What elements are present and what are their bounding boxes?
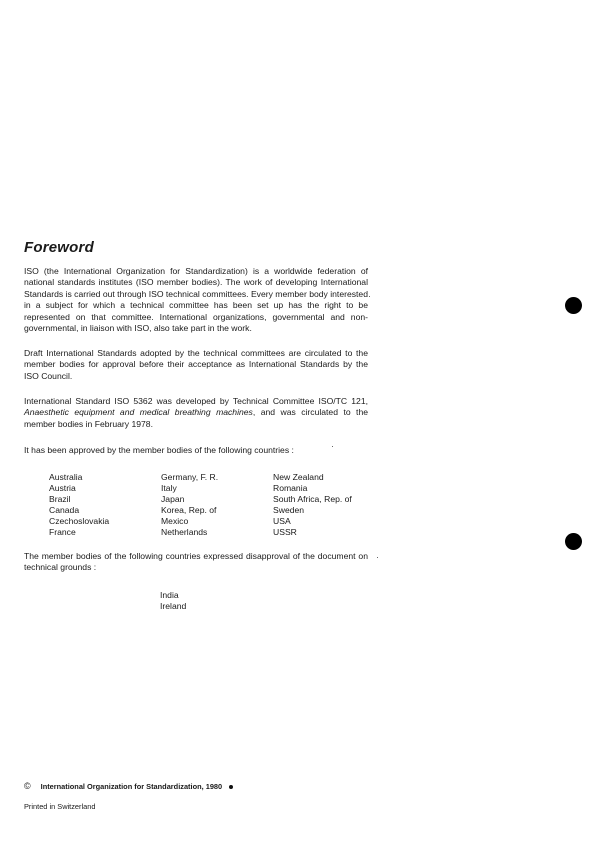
scan-speck	[377, 557, 378, 558]
paragraph-standard-development-pre: International Standard ISO 5362 was developed by Technical Committee ISO/TC 121,	[24, 396, 368, 406]
punch-hole-icon	[565, 533, 582, 550]
country-item: Italy	[161, 483, 177, 493]
approving-countries-list	[49, 472, 379, 538]
paragraph-disapproval: The member bodies of the following countries expressed disapproval of the document on technical grounds :	[24, 551, 368, 573]
country-item: South Africa, Rep. of	[273, 494, 352, 504]
paragraph-standard-development	[24, 396, 368, 430]
copyright-text: International Organization for Standardization, 1980	[40, 782, 223, 791]
disapproving-countries-list	[160, 590, 186, 612]
country-item: Mexico	[161, 516, 189, 526]
paragraph-standard-development-post: , and was circulated to the member bodies in February 1978.	[24, 407, 369, 429]
country-item: Ireland	[160, 601, 187, 611]
country-item: France	[49, 527, 76, 537]
paragraph-iso-intro: ISO (the International Organization for Standardization) is a worldwide federation of national standards institutes (ISO member bodies). The work of developing International Standards is carried out through ISO technical committees. Every member body interested in a subject for which a technical committee has been set up has the right to be represented on that committee. International organizations, governmental and non-governmental, in liaison with ISO, also take part in the work.	[24, 266, 368, 334]
country-item: USSR	[273, 527, 297, 537]
country-item: Brazil	[49, 494, 71, 504]
country-item: Germany, F. R.	[161, 472, 219, 482]
country-item: Australia	[49, 472, 83, 482]
paragraph-approval: It has been approved by the member bodies of the following countries :	[24, 445, 294, 455]
country-item: USA	[273, 516, 291, 526]
country-item: India	[160, 590, 179, 600]
country-item: New Zealand	[273, 472, 324, 482]
copyright-symbol: ©	[24, 781, 31, 791]
country-item: Sweden	[273, 505, 305, 515]
page-title: Foreword	[24, 239, 94, 256]
country-item: Romania	[273, 483, 308, 493]
bullet-dot-icon	[229, 785, 233, 789]
scan-speck	[369, 296, 370, 297]
country-item: Austria	[49, 483, 76, 493]
committee-title: Anaesthetic equipment and medical breathing machines	[24, 407, 253, 418]
country-item: Korea, Rep. of	[161, 505, 217, 515]
scan-speck	[332, 446, 333, 447]
country-item: Japan	[161, 494, 185, 504]
copyright-notice	[24, 781, 233, 791]
printed-notice: Printed in Switzerland	[24, 802, 96, 811]
country-item: Canada	[49, 505, 80, 515]
country-item: Netherlands	[161, 527, 208, 537]
paragraph-draft-standards: Draft International Standards adopted by the technical committees are circulated to the member bodies for approval before their acceptance as International Standards by the ISO Council.	[24, 348, 368, 381]
country-item: Czechoslovakia	[49, 516, 110, 526]
punch-hole-icon	[565, 297, 582, 314]
